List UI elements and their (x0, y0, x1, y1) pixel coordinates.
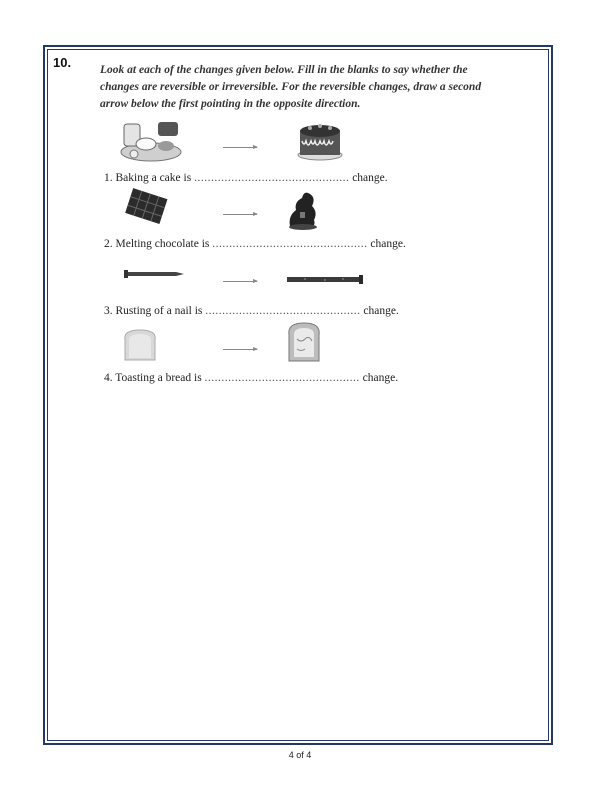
change-arrow (223, 349, 257, 350)
toast-icon (285, 321, 323, 363)
item-prefix: 3. Rusting of a nail is (104, 305, 203, 317)
answer-blank[interactable]: .............................................. (204, 372, 360, 384)
item-3-sentence (104, 305, 399, 317)
instruction-line: Look at each of the changes given below. Fill in the blanks to say whether the (100, 64, 468, 76)
answer-blank[interactable]: .............................................. (205, 305, 361, 317)
chocolate-bar-icon (122, 187, 170, 227)
melted-chocolate-icon (286, 188, 320, 230)
item-suffix: change. (362, 372, 399, 384)
bread-slice-icon (121, 328, 159, 362)
item-1-sentence (104, 172, 388, 184)
item-suffix: change. (370, 238, 406, 250)
answer-blank[interactable]: .............................................. (212, 238, 368, 250)
item-suffix: change. (352, 172, 388, 184)
question-number: 10. (53, 55, 72, 70)
instruction-line: arrow below the first pointing in the opposite direction. (100, 98, 361, 110)
item-prefix: 2. Melting chocolate is (104, 238, 210, 250)
item-suffix: change. (363, 305, 399, 317)
answer-blank[interactable]: .............................................. (194, 172, 350, 184)
item-prefix: 1. Baking a cake is (104, 172, 192, 184)
cake-icon (296, 119, 344, 161)
baking-ingredients-icon (118, 118, 184, 164)
rusty-nail-icon (285, 274, 365, 286)
instruction-line: changes are reversible or irreversible. For the reversible changes, draw a second (100, 81, 482, 93)
question-instruction (100, 62, 545, 113)
item-2-sentence (104, 238, 406, 250)
change-arrow (223, 214, 257, 215)
item-4-sentence (104, 372, 398, 384)
change-arrow (223, 147, 257, 148)
change-arrow (223, 281, 257, 282)
item-prefix: 4. Toasting a bread is (104, 372, 202, 384)
page-number: 4 of 4 (288, 750, 312, 760)
nail-icon (122, 268, 186, 280)
